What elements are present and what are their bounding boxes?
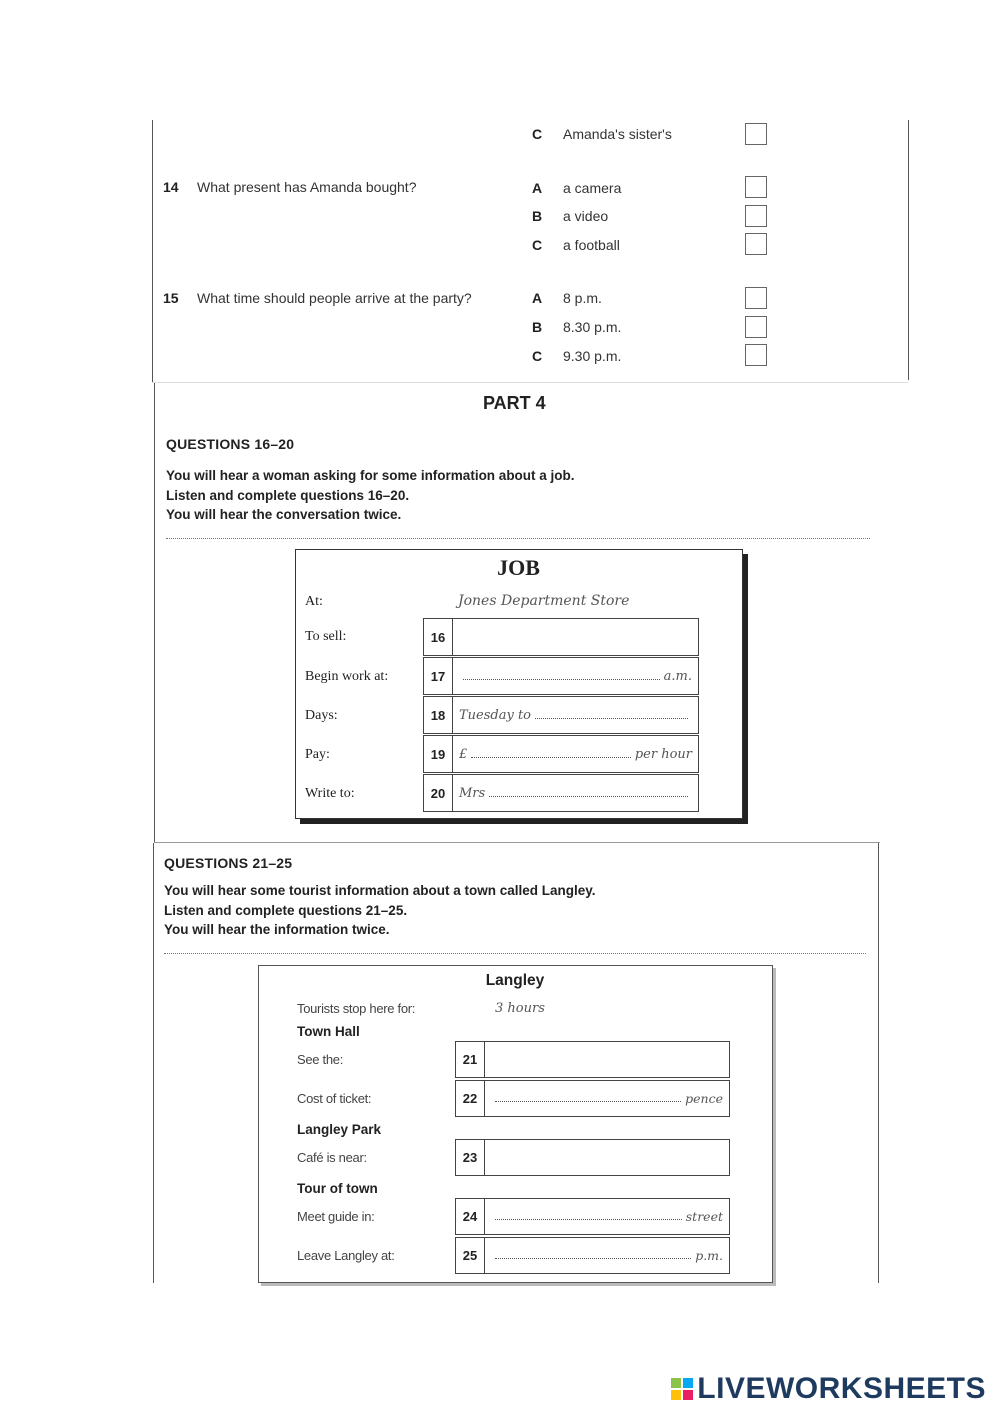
answer-input-17[interactable] <box>453 658 698 694</box>
section-subheading: Tour of town <box>297 1181 378 1196</box>
question-text: What present has Amanda bought? <box>197 179 417 195</box>
question-text: What time should people arrive at the party? <box>197 290 472 306</box>
question-number: 25 <box>456 1238 485 1273</box>
answer-row-24 <box>455 1198 730 1235</box>
answer-row-22 <box>455 1080 730 1117</box>
answer-row-23 <box>455 1139 730 1176</box>
option-text: 9.30 p.m. <box>563 348 622 364</box>
answer-prefix: £ <box>459 746 468 762</box>
answer-suffix: street <box>685 1209 723 1224</box>
scan-border-left-3 <box>153 843 154 1283</box>
scan-border-right <box>908 120 909 380</box>
option-letter: A <box>532 290 543 306</box>
brand-text: LIVEWORKSHEETS <box>697 1372 986 1405</box>
section-subheading: Langley Park <box>297 1122 382 1137</box>
form-label: Write to: <box>305 786 355 801</box>
scan-border-left-2 <box>154 383 155 843</box>
liveworksheets-logo-icon <box>671 1378 693 1400</box>
option-letter: B <box>532 319 543 335</box>
form-label: Leave Langley at: <box>297 1248 395 1263</box>
answer-input-21[interactable] <box>485 1042 729 1077</box>
option-text: 8 p.m. <box>563 290 602 306</box>
option-letter: B <box>532 208 543 224</box>
option-text: a video <box>563 208 609 224</box>
form-label: Begin work at: <box>305 669 389 684</box>
option-text: a camera <box>563 180 622 196</box>
answer-row-17 <box>423 657 699 695</box>
dotted-divider <box>164 953 866 954</box>
question-number: 22 <box>456 1081 485 1116</box>
answer-row-16 <box>423 618 699 656</box>
instructions <box>164 881 596 940</box>
question-number: 16 <box>424 619 453 655</box>
answer-input-22[interactable] <box>485 1081 729 1116</box>
instruction-line: Listen and complete questions 16–20. <box>166 487 410 503</box>
form-label: Pay: <box>305 747 330 762</box>
option-text: 8.30 p.m. <box>563 319 622 335</box>
question-number: 18 <box>424 697 453 733</box>
liveworksheets-logo <box>671 1372 986 1406</box>
answer-input-16[interactable] <box>453 619 698 655</box>
answer-suffix: p.m. <box>695 1248 723 1263</box>
answer-checkbox-15a[interactable] <box>745 287 767 309</box>
answer-input-24[interactable] <box>485 1199 729 1234</box>
instruction-line: Listen and complete questions 21–25. <box>164 902 408 918</box>
form-label: Tourists stop here for: <box>297 1001 416 1016</box>
langley-form <box>258 965 773 1283</box>
form-label: Meet guide in: <box>297 1209 375 1224</box>
answer-row-25 <box>455 1237 730 1274</box>
scan-divider-2 <box>154 842 880 843</box>
question-number: 21 <box>456 1042 485 1077</box>
form-label: To sell: <box>305 629 347 644</box>
option-letter: C <box>532 126 543 142</box>
answer-input-25[interactable] <box>485 1238 729 1273</box>
question-number: 19 <box>424 736 453 772</box>
form-example-value: 3 hours <box>495 1001 545 1016</box>
instruction-line: You will hear some tourist information about a town called Langley. <box>164 883 596 898</box>
option-letter: C <box>532 348 543 364</box>
form-label: Cost of ticket: <box>297 1091 372 1106</box>
answer-row-19 <box>423 735 699 773</box>
option-text: a football <box>563 237 620 253</box>
answer-input-19[interactable] <box>453 736 698 772</box>
instruction-line: You will hear the conversation twice. <box>166 507 402 522</box>
answer-checkbox-14a[interactable] <box>745 176 767 198</box>
question-number: 17 <box>424 658 453 694</box>
question-number: 15 <box>163 290 179 306</box>
answer-input-20[interactable] <box>453 775 698 811</box>
form-label: At: <box>305 594 323 609</box>
option-letter: C <box>532 237 543 253</box>
answer-suffix: pence <box>685 1091 723 1106</box>
form-label: See the: <box>297 1052 344 1067</box>
form-title: JOB <box>497 555 540 580</box>
answer-checkbox-15b[interactable] <box>745 316 767 338</box>
scan-divider <box>152 382 908 383</box>
answer-prefix: Mrs <box>459 785 486 801</box>
answer-suffix: per hour <box>634 746 692 762</box>
instruction-line: You will hear the information twice. <box>164 922 390 937</box>
instruction-line: You will hear a woman asking for some information about a job. <box>166 468 575 483</box>
answer-row-18 <box>423 696 699 734</box>
option-text: Amanda's sister's <box>563 126 672 142</box>
questions-heading: QUESTIONS 21–25 <box>164 855 293 871</box>
answer-checkbox-13c[interactable] <box>745 123 767 145</box>
answer-row-20 <box>423 774 699 812</box>
question-number: 23 <box>456 1140 485 1175</box>
dotted-divider <box>166 538 870 539</box>
scan-border-right-3 <box>878 843 879 1283</box>
answer-checkbox-14c[interactable] <box>745 233 767 255</box>
job-form <box>295 549 743 819</box>
section-subheading: Town Hall <box>297 1024 360 1039</box>
instructions <box>166 466 575 525</box>
question-number: 24 <box>456 1199 485 1234</box>
answer-checkbox-14b[interactable] <box>745 205 767 227</box>
answer-row-21 <box>455 1041 730 1078</box>
scan-border-left <box>152 120 153 382</box>
answer-input-18[interactable] <box>453 697 698 733</box>
part-title: PART 4 <box>483 393 546 413</box>
form-example-value: Jones Department Store <box>458 593 630 609</box>
form-title: Langley <box>485 972 545 989</box>
questions-heading: QUESTIONS 16–20 <box>166 436 295 452</box>
form-label: Days: <box>305 708 338 723</box>
question-number: 14 <box>163 179 179 195</box>
question-number: 20 <box>424 775 453 811</box>
option-letter: A <box>532 180 543 196</box>
answer-suffix: a.m. <box>663 668 692 684</box>
answer-input-23[interactable] <box>485 1140 729 1175</box>
answer-prefix: Tuesday to <box>459 707 532 723</box>
answer-checkbox-15c[interactable] <box>745 344 767 366</box>
form-label: Café is near: <box>297 1150 367 1165</box>
